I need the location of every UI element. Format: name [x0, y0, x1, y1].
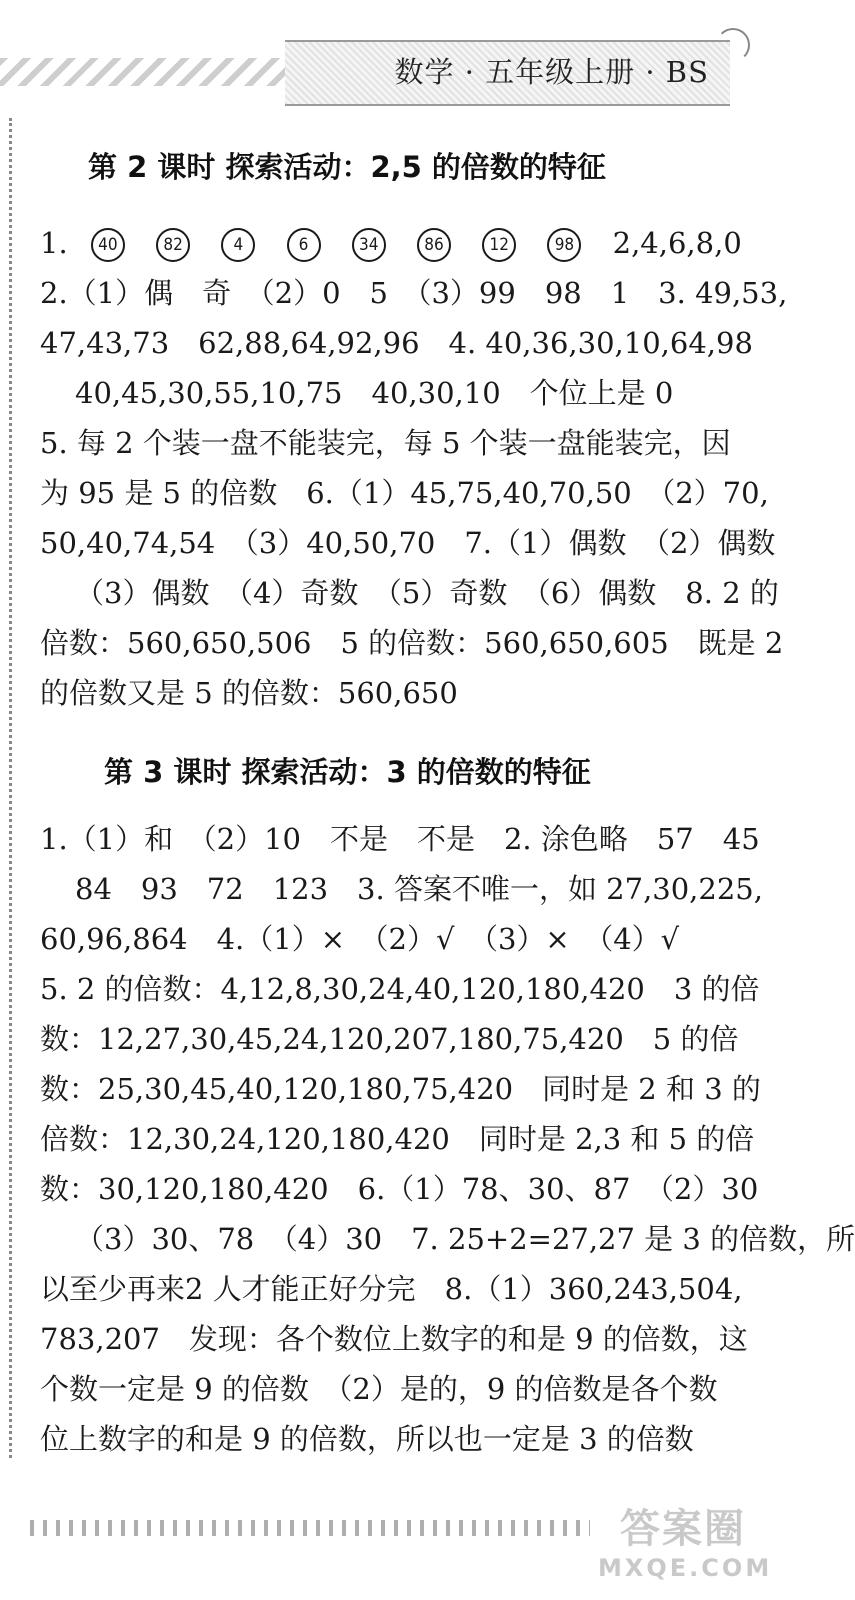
answer-line: 60,96,864 4.（1）× （2）√ （3）× （4）√	[40, 922, 680, 956]
watermark-logo	[598, 1505, 773, 1593]
answer-line: 5. 2 的倍数：4,12,8,30,24,40,120,180,420 3 的倍	[40, 972, 760, 1006]
footer-dot-decoration	[30, 1520, 590, 1536]
circled-number: 4	[221, 228, 255, 262]
circled-number: 98	[547, 228, 581, 262]
answer-line: 的倍数又是 5 的倍数：560,650	[40, 676, 458, 710]
circled-number: 86	[417, 228, 451, 262]
answer-line: 2.（1）偶 奇 （2）0 5 （3）99 98 1 3. 49,53,	[40, 276, 788, 310]
answer-line: 5. 每 2 个装一盘不能装完，每 5 个装一盘能装完，因	[40, 426, 731, 460]
circled-number: 34	[352, 228, 386, 262]
answer-line: 倍数：560,650,506 5 的倍数：560,650,605 既是 2	[40, 626, 784, 660]
circled-number: 12	[482, 228, 516, 262]
answer-line: 1.（1）和 （2）10 不是 不是 2. 涂色略 57 45	[40, 822, 760, 856]
answer-line-q1	[40, 218, 742, 268]
section-heading-lesson-3: 第 3 课时 探索活动：3 的倍数的特征	[104, 755, 591, 789]
answer-line: （3）偶数 （4）奇数 （5）奇数 （6）偶数 8. 2 的	[75, 576, 779, 610]
section-heading-lesson-2: 第 2 课时 探索活动：2,5 的倍数的特征	[88, 150, 606, 184]
watermark-text: 答案圈	[620, 1506, 746, 1552]
watermark-url: MXQE.COM	[598, 1554, 773, 1582]
page-header	[0, 0, 787, 108]
circled-number: 6	[287, 228, 321, 262]
answer-line: 位上数字的和是 9 的倍数，所以也一定是 3 的倍数	[40, 1422, 694, 1456]
circled-number: 40	[91, 228, 125, 262]
header-curl-ornament	[716, 28, 750, 62]
answer-line: （3）30、78 （4）30 7. 25+2=27,27 是 3 的倍数，所	[75, 1222, 855, 1256]
answer-line: 数：30,120,180,420 6.（1）78、30、87 （2）30	[40, 1172, 759, 1206]
header-title: 数学 · 五年级上册 · BS	[394, 55, 709, 89]
question-number: 1.	[40, 226, 68, 260]
answer-line: 40,45,30,55,10,75 40,30,10 个位上是 0	[75, 376, 674, 410]
circled-number: 82	[156, 228, 190, 262]
answer-line: 个数一定是 9 的倍数 （2）是的，9 的倍数是各个数	[40, 1372, 718, 1406]
answer-line: 47,43,73 62,88,64,92,96 4. 40,36,30,10,64,98	[40, 326, 753, 360]
answer-line: 数：25,30,45,40,120,180,75,420 同时是 2 和 3 的	[40, 1072, 761, 1106]
answer-line: 为 95 是 5 的倍数 6.（1）45,75,40,70,50 （2）70,	[40, 476, 769, 510]
answer-line: 783,207 发现：各个数位上数字的和是 9 的倍数，这	[40, 1322, 748, 1356]
answer-text: 2,4,6,8,0	[612, 226, 742, 260]
answer-line: 数：12,27,30,45,24,120,207,180,75,420 5 的倍	[40, 1022, 739, 1056]
answer-line: 84 93 72 123 3. 答案不唯一，如 27,30,225,	[75, 872, 763, 906]
answer-line: 50,40,74,54 （3）40,50,70 7.（1）偶数 （2）偶数	[40, 526, 776, 560]
left-dotted-rule	[9, 118, 12, 1458]
answer-line: 倍数：12,30,24,120,180,420 同时是 2,3 和 5 的倍	[40, 1122, 755, 1156]
answer-line: 以至少再来2 人才能正好分完 8.（1）360,243,504,	[40, 1272, 743, 1306]
